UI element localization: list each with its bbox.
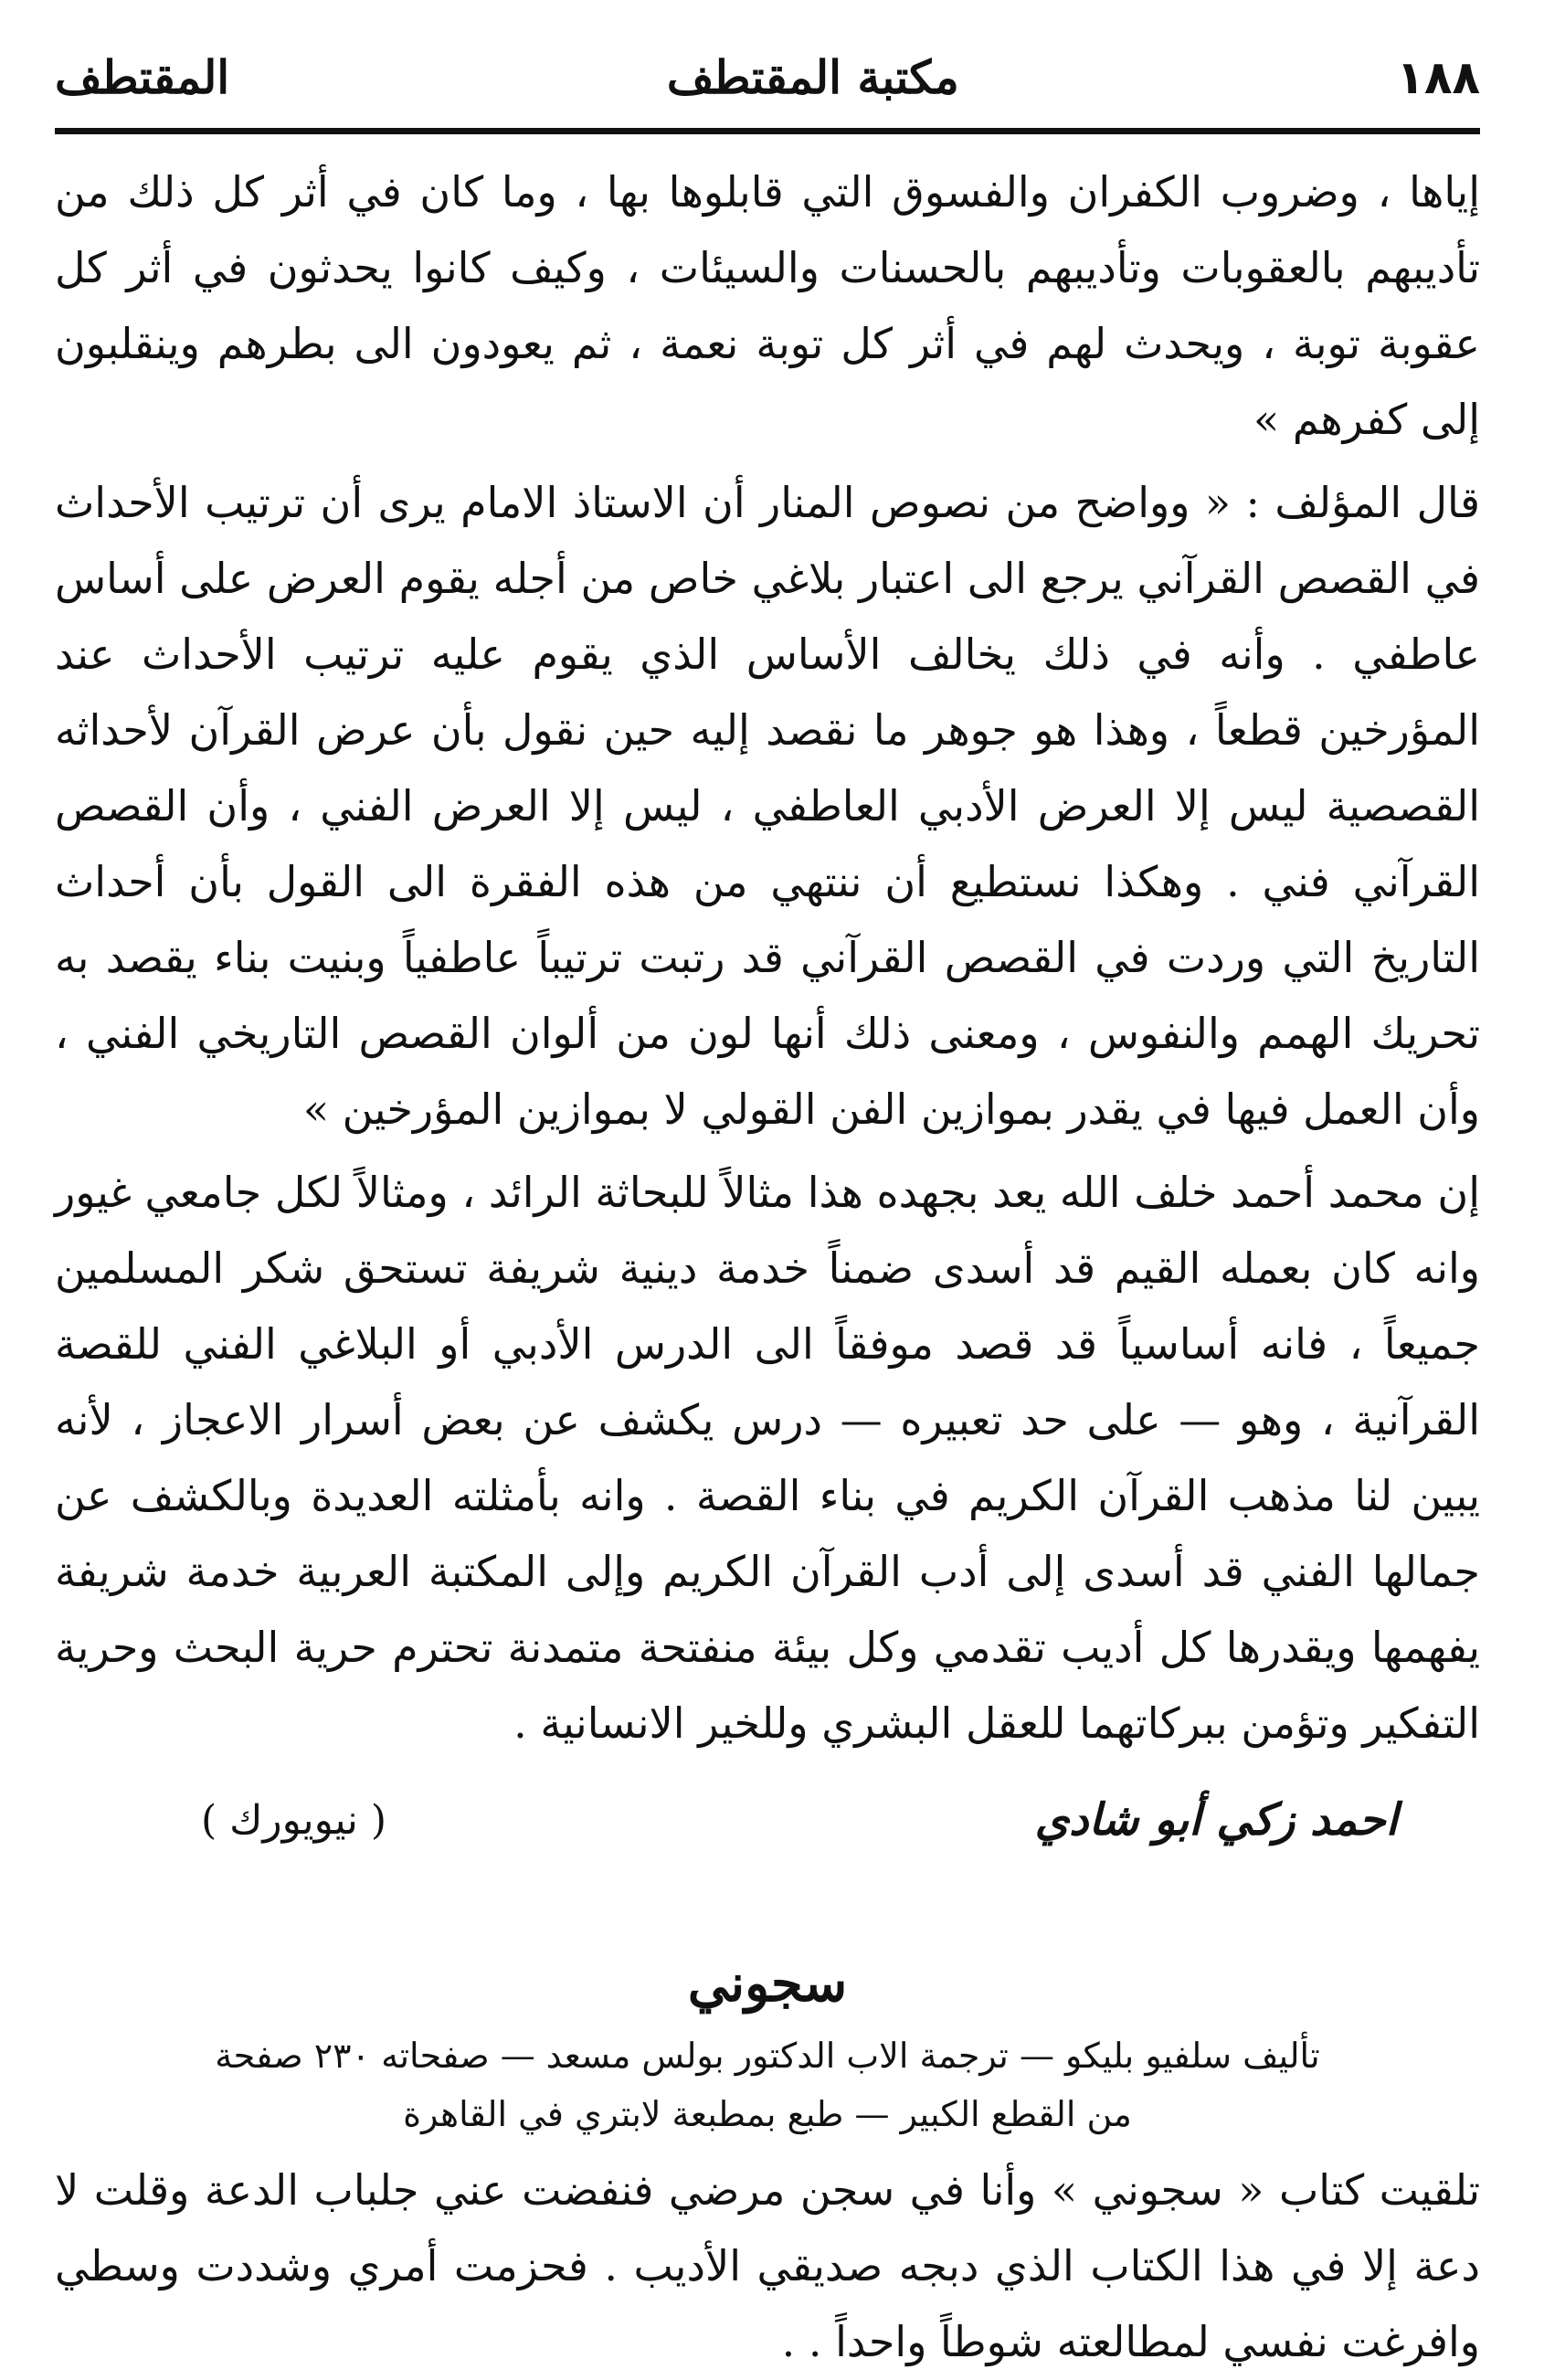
paragraph-2: قال المؤلف : « وواضح من نصوص المنار أن الاستاذ الامام يرى أن ترتيب الأحداث في القصص القرآني يرجع الى اعتبار بلاغي خاص من أجله يقوم العرض على أساس عاطفي . وأنه في ذلك يخالف الأساس الذي يقوم عليه ترتيب الأحداث عند المؤرخين قطعاً ، وهذا هو جوهر ما نقصد إليه حين نقول بأن عرض القرآن لأحداثه القصصية ليس إلا العرض الأدبي العاطفي ، ليس إلا العرض الفني ، وأن القصص القرآني فني . وهكذا نستطيع أن ننتهي من هذه الفقرة الى القول بأن أحداث التاريخ التي وردت في القصص القرآني قد رتبت ترتيباً عاطفياً وبنيت بناء يقصد به تحريك الهمم والنفوس ، ومعنى ذلك أنها لون من ألوان القصص التاريخي الفني ، وأن العمل فيها في يقدر بموازين الفن القولي لا بموازين المؤرخين »: [55, 478, 1480, 1134]
author-signature: احمد زكي أبو شادي: [1034, 1794, 1398, 1846]
journal-name: المقتطف: [55, 50, 230, 104]
review-meta-line-2: من القطع الكبير — طبع بمطبعة لابتري في القاهرة: [403, 2094, 1132, 2134]
review-meta-line-1: تأليف سلفيو بليكو — ترجمة الاب الدكتور بولس مسعد — صفحاته ٢٣٠ صفحة: [215, 2036, 1320, 2076]
paragraph-3: إن محمد أحمد خلف الله يعد بجهده هذا مثالاً للبحاثة الرائد ، ومثالاً لكل جامعي غيور وانه كان بعمله القيم قد أسدى ضمناً خدمة دينية شريفة تستحق شكر المسلمين جميعاً ، فانه أساسياً قد قصد موفقاً الى الدرس الأدبي أو البلاغي الفني للقصة القرآنية ، وهو — على حد تعبيره — درس يكشف عن بعض أسرار الاعجاز ، لأنه يبين لنا مذهب القرآن الكريم في بناء القصة . وانه بأمثلته العديدة وبالكشف عن جمالها الفني قد أسدى إلى أدب القرآن الكريم وإلى المكتبة العربية خدمة شريفة يفهمها ويقدرها كل أديب تقدمي وكل بيئة منفتحة متمدنة تحترم حرية البحث وحرية التفكير وتؤمن ببركاتهما للعقل البشري وللخير الانسانية .: [55, 1168, 1481, 1748]
author-place: ( نيويورك ): [201, 1796, 387, 1844]
signature-block: [55, 1794, 1480, 1846]
review-body: تلقيت كتاب « سجوني » وأنا في سجن مرضي فنفضت عني جلباب الدعة وقلت لا دعة إلا في هذا الكتاب الذي دبجه صديقي الأديب . فحزمت أمري وشددت وسطي وافرغت نفسي لمطالعته شوطاً واحداً . .: [55, 2165, 1480, 2366]
review-meta: [55, 2026, 1480, 2143]
page-header: [55, 27, 1480, 104]
header-rule: [55, 128, 1480, 134]
paragraph-1: إياها ، وضروب الكفران والفسوق التي قابلوها بها ، وما كان في أثر كل ذلك من تأديبهم بالعقوبات وتأديبهم بالحسنات والسيئات ، وكيف كانوا يحدثون في أثر كل عقوبة توبة ، ويحدث لهم في أثر كل توبة نعمة ، ثم يعودون الى بطرهم وينقلبون إلى كفرهم »: [55, 167, 1480, 444]
review-title: سجوني: [687, 1953, 848, 2014]
running-title: مكتبة المقتطف: [666, 50, 959, 104]
page-number: ١٨٨: [1396, 51, 1480, 104]
